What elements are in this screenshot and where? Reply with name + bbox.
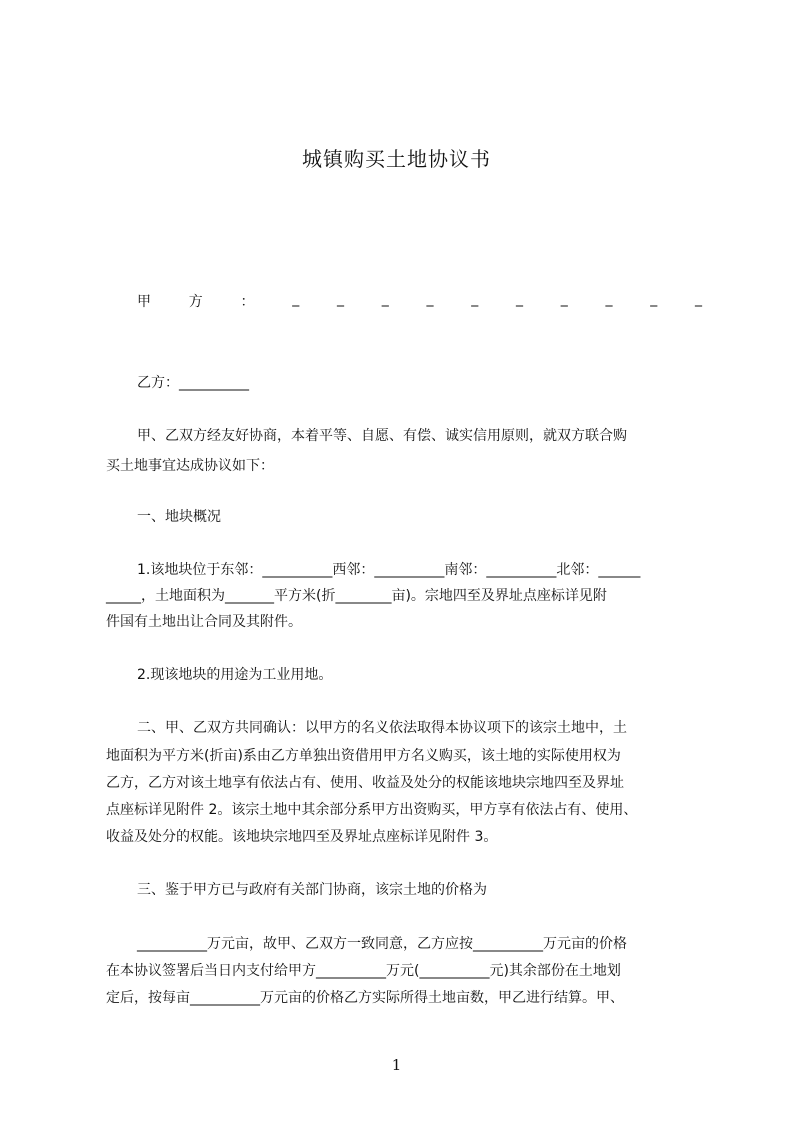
- item-2: 2.现该地块的用途为工业用地。: [137, 667, 333, 683]
- section-1-heading: 一、地块概况: [137, 509, 221, 525]
- spread-char: _: [426, 291, 434, 307]
- spread-char: _: [516, 291, 523, 307]
- section-2-line-5: 收益及处分的权能。该地块宗地四至及界址点座标详见附件 3。: [106, 829, 498, 845]
- spread-char: _: [560, 291, 568, 307]
- spread-char: _: [605, 291, 613, 307]
- spread-char: 甲: [137, 294, 151, 310]
- spread-char: 方: [188, 294, 203, 310]
- price-line-3: 定后，按每亩__________万元亩的价格乙方实际所得土地亩数，甲乙进行结算。甲、: [106, 990, 624, 1006]
- intro-line-2: 买土地事宜达成协议如下：: [106, 458, 274, 474]
- spread-char: ：: [240, 294, 255, 310]
- spread-char: _: [292, 291, 300, 307]
- spread-char: _: [381, 291, 389, 307]
- spread-char: _: [471, 291, 479, 307]
- party-a-line: [137, 291, 702, 311]
- price-line-1: __________万元亩，故甲、乙双方一致同意，乙方应按__________万元亩的价格: [137, 936, 627, 952]
- spread-char: _: [695, 291, 702, 307]
- spread-char: _: [650, 291, 658, 307]
- section-2-line-3: 乙方，乙方对该土地享有依法占有、使用、收益及处分的权能该地块宗地四至及界址: [106, 775, 624, 791]
- spread-char: _: [337, 291, 344, 307]
- document-title: 城镇购买土地协议书: [302, 147, 491, 171]
- item-1-line-1: 1.该地块位于东邻：__________西邻：__________南邻：__________北邻：______: [137, 562, 641, 578]
- intro-line-1: 甲、乙双方经友好协商，本着平等、自愿、有偿、诚实信用原则，就双方联合购: [137, 428, 627, 444]
- section-2-line-2: 地面积为平方米(折亩)系由乙方单独出资借用甲方名义购买，该土地的实际使用权为: [106, 748, 621, 764]
- item-1-line-2: _____，土地面积为_______平方米(折________亩)。宗地四至及界址点座标详见附: [106, 588, 607, 604]
- section-2-line-4: 点座标详见附件 2。该宗土地中其余部分系甲方出资购买，甲方享有依法占有、使用、: [106, 802, 638, 818]
- party-b-line: 乙方：__________: [137, 375, 249, 391]
- item-1-line-3: 件国有土地出让合同及其附件。: [106, 614, 302, 630]
- section-2-line-1: 二、甲、乙双方共同确认：以甲方的名义依法取得本协议项下的该宗土地中，土: [137, 720, 627, 736]
- price-line-2: 在本协议签署后当日内支付给甲方__________万元(__________元)其余部份在土地划: [106, 963, 621, 979]
- page-number: 1: [391, 1056, 402, 1074]
- section-3-line-1: 三、鉴于甲方已与政府有关部门协商，该宗土地的价格为: [137, 882, 487, 898]
